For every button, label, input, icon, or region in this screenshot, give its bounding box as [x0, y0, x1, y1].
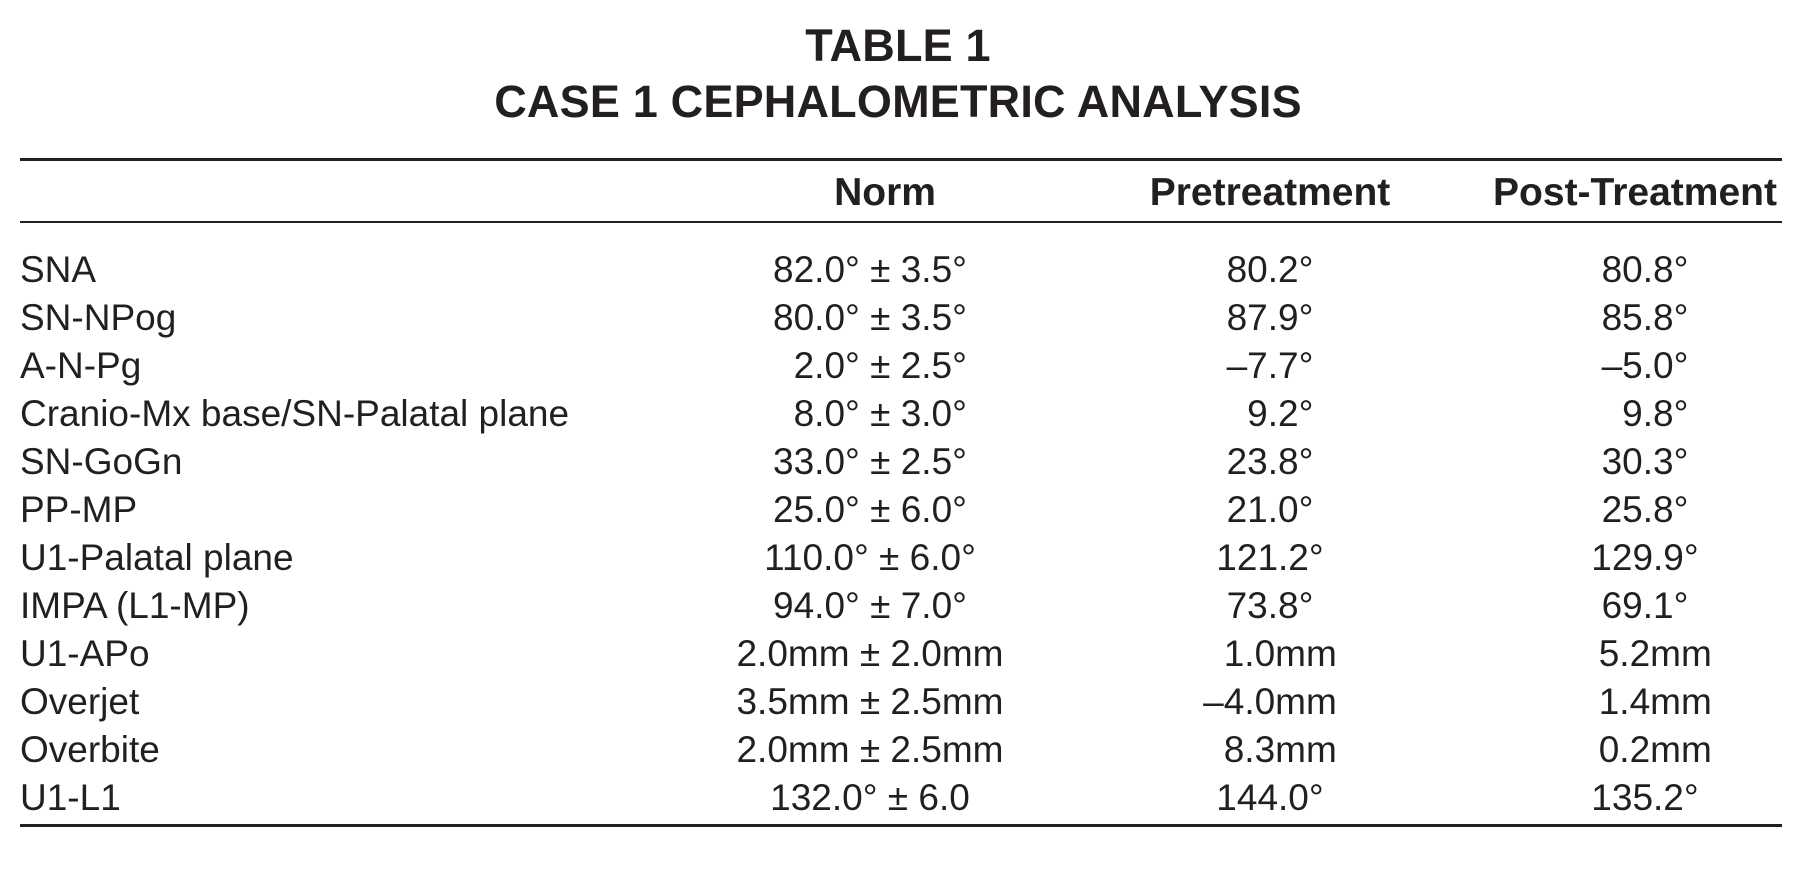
column-header-pretreatment: Pretreatment	[1149, 171, 1391, 214]
post-treatment-value: 1.4mm	[1578, 681, 1712, 722]
pretreatment-value: 80.2°	[1226, 249, 1314, 290]
table-row	[20, 630, 1782, 678]
table-row	[20, 486, 1782, 534]
post-treatment-value: 5.2mm	[1578, 633, 1712, 674]
bottom-rule	[20, 824, 1782, 827]
table-number: TABLE 1	[805, 20, 991, 71]
post-treatment-value: –5.0°	[1601, 345, 1689, 386]
pretreatment-value: 1.0mm	[1203, 633, 1337, 674]
post-treatment-value: 9.8°	[1601, 393, 1689, 434]
pretreatment-value: 21.0°	[1226, 489, 1314, 530]
column-header-post-treatment: Post-Treatment	[1493, 171, 1777, 214]
table-row	[20, 774, 1782, 822]
post-treatment-value: 80.8°	[1601, 249, 1689, 290]
norm-value: 2.0mm ± 2.0mm	[736, 633, 1004, 674]
pretreatment-value: 144.0°	[1216, 777, 1324, 818]
table-row	[20, 726, 1782, 774]
table-row	[20, 582, 1782, 630]
norm-value: 94.0° ± 7.0°	[773, 585, 967, 626]
row-label: Overbite	[20, 729, 160, 770]
column-header-norm: Norm	[834, 171, 936, 214]
table-caption	[0, 18, 1796, 130]
row-label: U1-Palatal plane	[20, 537, 294, 578]
pretreatment-value: –4.0mm	[1203, 681, 1337, 722]
table-row	[20, 342, 1782, 390]
table-row	[20, 294, 1782, 342]
post-treatment-value: 30.3°	[1601, 441, 1689, 482]
row-label: SNA	[20, 249, 97, 290]
header-rule	[20, 221, 1782, 223]
pretreatment-value: 121.2°	[1216, 537, 1324, 578]
table-row	[20, 678, 1782, 726]
norm-value: 132.0° ± 6.0	[770, 777, 970, 818]
row-label: PP-MP	[20, 489, 138, 530]
table-header-row	[20, 168, 1782, 218]
row-label: SN-GoGn	[20, 441, 183, 482]
pretreatment-value: 23.8°	[1226, 441, 1314, 482]
post-treatment-value: 25.8°	[1601, 489, 1689, 530]
row-label: SN-NPog	[20, 297, 177, 338]
row-label: Cranio-Mx base/SN-Palatal plane	[20, 393, 570, 434]
post-treatment-value: 0.2mm	[1578, 729, 1712, 770]
post-treatment-value: 85.8°	[1601, 297, 1689, 338]
table-row	[20, 534, 1782, 582]
norm-value: 110.0° ± 6.0°	[764, 537, 976, 578]
norm-value: 2.0mm ± 2.5mm	[736, 729, 1004, 770]
row-label: IMPA (L1-MP)	[20, 585, 250, 626]
pretreatment-value: 87.9°	[1226, 297, 1314, 338]
row-label: A-N-Pg	[20, 345, 142, 386]
table-row	[20, 390, 1782, 438]
pretreatment-value: 73.8°	[1226, 585, 1314, 626]
norm-value: 25.0° ± 6.0°	[773, 489, 967, 530]
norm-value: 33.0° ± 2.5°	[773, 441, 967, 482]
row-label: Overjet	[20, 681, 140, 722]
table-row	[20, 438, 1782, 486]
pretreatment-value: 8.3mm	[1203, 729, 1337, 770]
table-title: CASE 1 CEPHALOMETRIC ANALYSIS	[494, 76, 1302, 127]
pretreatment-value: –7.7°	[1226, 345, 1314, 386]
norm-value: 3.5mm ± 2.5mm	[736, 681, 1004, 722]
row-label: U1-L1	[20, 777, 121, 818]
norm-value: 80.0° ± 3.5°	[773, 297, 967, 338]
norm-value: 8.0° ± 3.0°	[773, 393, 967, 434]
norm-value: 2.0° ± 2.5°	[773, 345, 967, 386]
pretreatment-value: 9.2°	[1226, 393, 1314, 434]
post-treatment-value: 135.2°	[1591, 777, 1699, 818]
table-body	[20, 246, 1782, 822]
top-rule	[20, 158, 1782, 161]
table-row	[20, 246, 1782, 294]
post-treatment-value: 129.9°	[1591, 537, 1699, 578]
norm-value: 82.0° ± 3.5°	[773, 249, 967, 290]
row-label: U1-APo	[20, 633, 150, 674]
post-treatment-value: 69.1°	[1601, 585, 1689, 626]
